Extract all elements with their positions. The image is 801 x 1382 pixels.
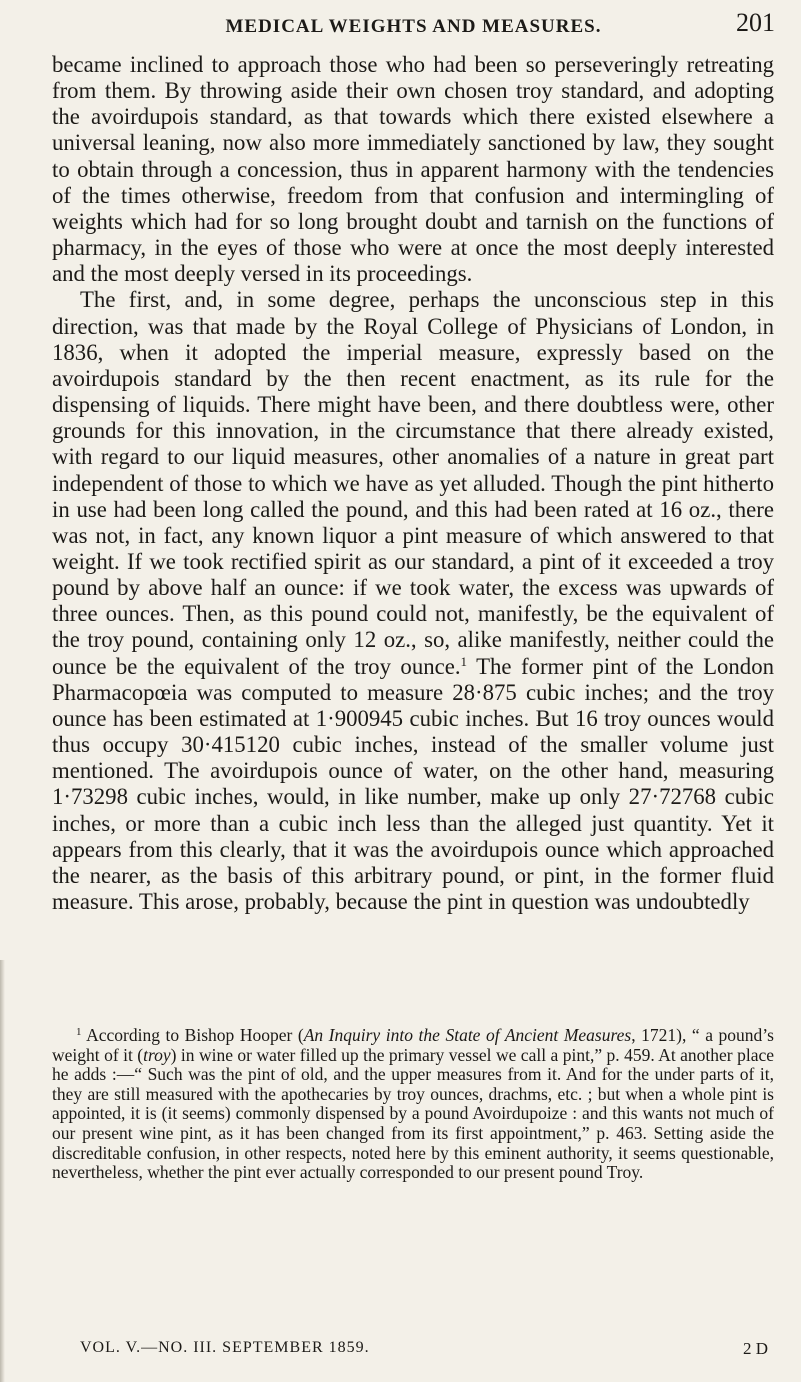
signature-mark: 2 D [742,1339,768,1358]
footnote-middle: , 1721), “ a pound’s weight of it ( [52,1025,774,1065]
scan-edge-shadow [0,960,5,1382]
running-head [52,6,775,36]
page-footer [52,1339,774,1361]
running-title: MEDICAL WEIGHTS AND MEASURES. [225,16,602,37]
footnote-rest: ) in wine or water filled up the primary vessel we call a pint,” p. 459. At another place he adds :—“ Such was the pint of old, and the upper measures from it. And for the under parts of it, they are still measured with the apothecaries by troy ounces, drachms, etc. ; but when a whole pint is appointed, it is (it seems) commonly dispensed by a pound Avoirdupoize : and this wants not much of our present wine pint, as it has been changed from its first appointment,” p. 463. Setting aside the discreditable confusion, in other respects, noted here by this eminent authority, it seems questionable, nevertheless, whether the pint ever actually corresponded to our present pound Troy. [52,1044,774,1183]
footnote [52,1026,774,1183]
volume-line: VOL. V.—NO. III. SEPTEMBER 1859. [80,1339,370,1356]
footnote-marker: 1 [76,1026,82,1038]
footnote-reference: 1 [460,653,468,669]
paragraph-2 [52,287,774,915]
paragraph-1: became inclined to approach those who had been so perseveringly retreating from them. By throwing aside their own chosen troy standard, and adopting the avoirdupois standard, as that towards which there existed elsewhere a universal leaning, now also more immediately sanctioned by law, they sought to obtain through a concession, thus in apparent harmony with the tendencies of the times otherwise, freedom from that confusion and intermingling of weights which had for so long brought doubt and tarnish on the functions of pharmacy, in the eyes of those who were at once the most deeply interested and the most deeply versed in its proceedings. [52,52,774,287]
paragraph-2-text: The first, and, in some degree, perhaps the unconscious step in this direction, was that made by the Royal College of Physicians of London, in 1836, when it adopted the imperial measure, expressly based on the avoirdupois standard by the then recent enactment, as its rule for the dispensing of liquids. There might have been, and there doubtless were, other grounds for this innovation, in the circumstance that there already existed, with regard to our liquid measures, other anomalies of a nature in great part independent of those to which we have as yet alluded. Though the pint hitherto in use had been long called the pound, and this had been rated at 16 oz., there was not, in fact, any known liquor a pint measure of which answered to that weight. If we took rectified spirit as our standard, a pint of it exceeded a troy pound by above half an ounce: if we took water, the excess was upwards of three ounces. Then, as this pound could not, manifestly, be the equivalent of the troy pound, containing only 12 oz., so, alike manifestly, neither could the ounce be the equivalent of the troy ounce. [52,287,774,679]
footnote-book-title: An Inquiry into the State of Ancient Measures [303,1025,632,1045]
footnote-troy-word: troy [143,1044,171,1065]
paragraph-2-continuation: The former pint of the London Pharmacopœia was computed to measure 28·875 cubic inches; and the troy ounce has been estimated at 1·900945 cubic inches. But 16 troy ounces would thus occupy 30·415120 cubic inches, instead of the smaller volume just mentioned. The avoirdupois ounce of water, on the other hand, measuring 1·73298 cubic inches, would, in like number, make up only 27·72768 cubic inches, or more than a cubic inch less than the alleged just quantity. Yet it appears from this clearly, that it was the avoirdupois ounce which approached the nearer, as the basis of this arbitrary pound, or pint, in the former fluid measure. This arose, probably, because the pint in question was undoubtedly [52,653,774,914]
footnote-lead: According to Bishop Hooper ( [86,1025,304,1045]
main-text [52,52,774,915]
page-number: 201 [736,8,775,37]
